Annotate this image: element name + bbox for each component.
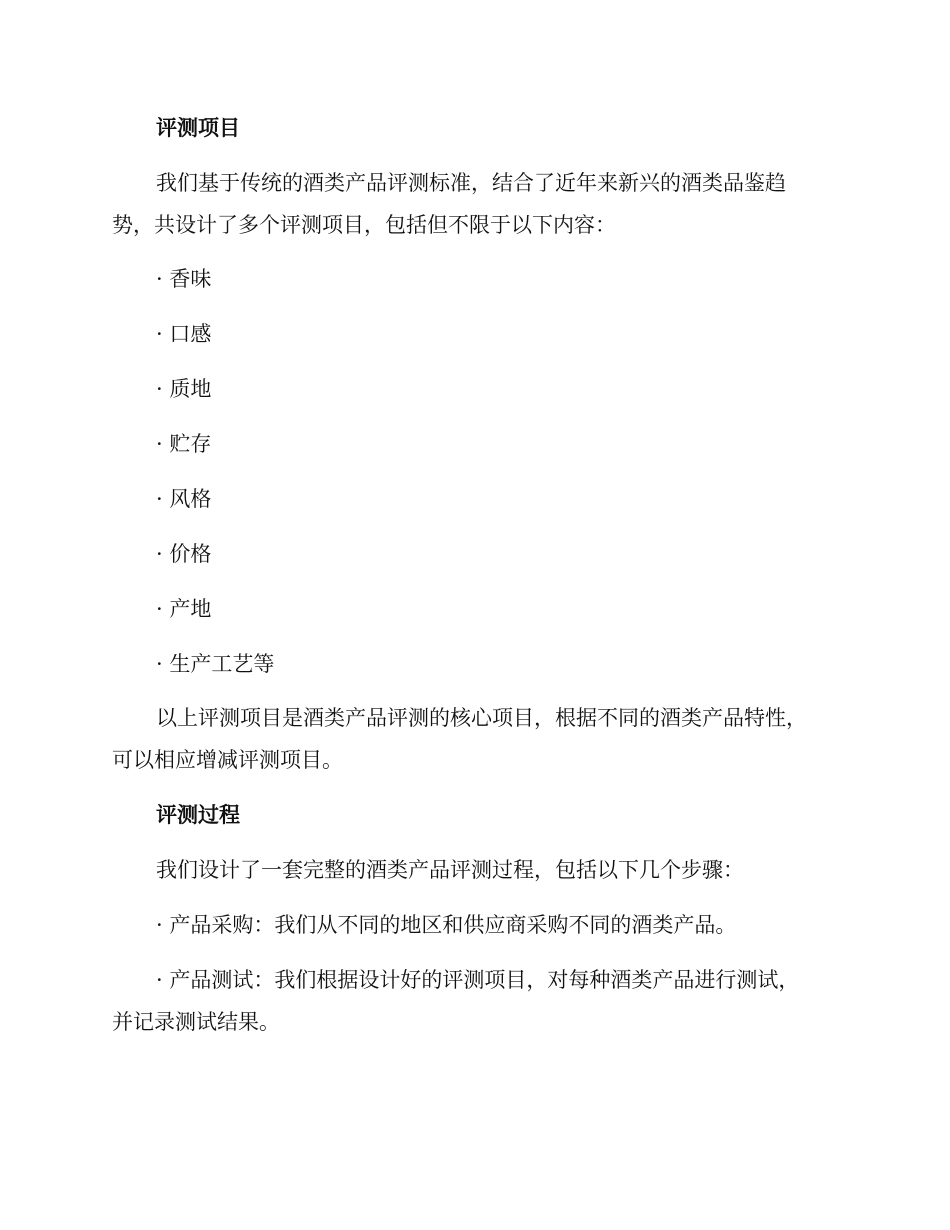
list-item: · 贮存 <box>156 432 212 456</box>
evaluation-process-intro: 我们设计了一套完整的酒类产品评测过程，包括以下几个步骤： <box>156 858 744 882</box>
evaluation-items-summary-line-2: 可以相应增减评测项目。 <box>112 748 343 772</box>
list-item: · 产地 <box>156 597 212 621</box>
list-item: · 口感 <box>156 322 212 346</box>
list-item: · 风格 <box>156 487 212 511</box>
list-item: · 质地 <box>156 377 212 401</box>
list-item: · 生产工艺等 <box>156 652 275 676</box>
list-item: · 价格 <box>156 542 212 566</box>
evaluation-items-intro-line-1: 我们基于传统的酒类产品评测标准，结合了近年来新兴的酒类品鉴趋 <box>156 171 786 195</box>
process-step-procurement: · 产品采购：我们从不同的地区和供应商采购不同的酒类产品。 <box>156 913 737 937</box>
process-step-testing-line-1: · 产品测试：我们根据设计好的评测项目，对每种酒类产品进行测试， <box>156 968 800 992</box>
section-heading-evaluation-items: 评测项目 <box>156 115 240 140</box>
evaluation-items-intro-line-2: 势，共设计了多个评测项目，包括但不限于以下内容： <box>112 213 616 237</box>
section-heading-evaluation-process: 评测过程 <box>156 802 240 827</box>
evaluation-items-summary-line-1: 以上评测项目是酒类产品评测的核心项目，根据不同的酒类产品特性， <box>156 706 807 730</box>
list-item: · 香味 <box>156 267 212 291</box>
process-step-testing-line-2: 并记录测试结果。 <box>112 1010 280 1034</box>
